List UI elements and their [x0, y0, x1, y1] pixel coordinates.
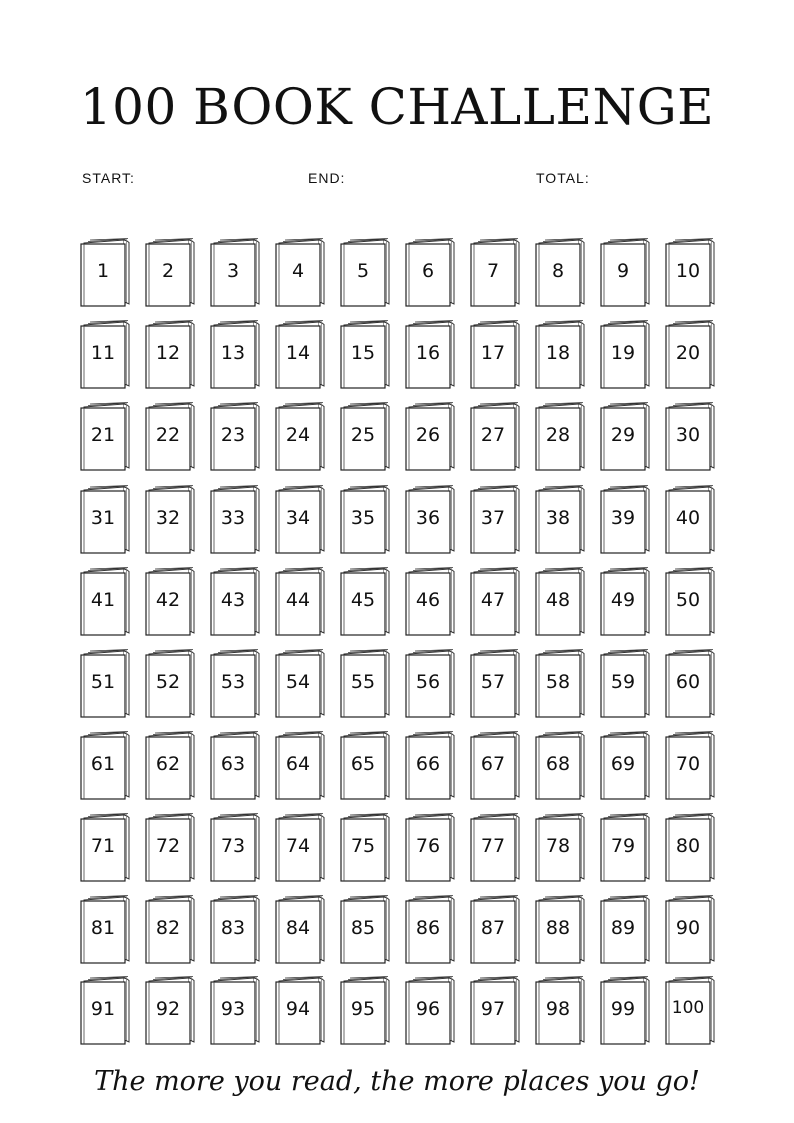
book-number: 66	[415, 753, 441, 775]
book-item	[340, 320, 392, 390]
book-number: 89	[610, 917, 636, 939]
book-item	[210, 320, 262, 390]
book-number: 40	[675, 507, 701, 529]
book-item	[405, 238, 457, 308]
book-number: 96	[415, 998, 441, 1020]
book-item	[80, 895, 132, 965]
book-number: 90	[675, 917, 701, 939]
book-item	[665, 485, 717, 555]
book-number: 83	[220, 917, 246, 939]
book-item	[665, 976, 717, 1046]
book-item	[665, 895, 717, 965]
book-item	[145, 731, 197, 801]
book-item	[600, 813, 652, 883]
book-number: 45	[350, 589, 376, 611]
book-number: 34	[285, 507, 311, 529]
book-item	[340, 402, 392, 472]
book-number: 80	[675, 835, 701, 857]
book-item	[145, 320, 197, 390]
book-item	[80, 813, 132, 883]
book-item	[470, 976, 522, 1046]
book-number: 6	[421, 260, 435, 282]
book-item	[340, 976, 392, 1046]
book-number: 26	[415, 424, 441, 446]
book-number: 70	[675, 753, 701, 775]
book-item	[600, 976, 652, 1046]
book-number: 52	[155, 671, 181, 693]
book-number: 69	[610, 753, 636, 775]
end-label: END:	[308, 170, 346, 186]
book-number: 14	[285, 342, 311, 364]
book-item	[275, 731, 327, 801]
book-item	[275, 567, 327, 637]
book-item	[470, 402, 522, 472]
book-item	[600, 320, 652, 390]
book-number: 4	[291, 260, 305, 282]
book-number: 15	[350, 342, 376, 364]
book-number: 39	[610, 507, 636, 529]
book-item	[600, 895, 652, 965]
book-item	[405, 649, 457, 719]
book-number: 68	[545, 753, 571, 775]
book-item	[665, 567, 717, 637]
book-item	[405, 320, 457, 390]
book-item	[470, 813, 522, 883]
book-item	[535, 320, 587, 390]
book-item	[470, 320, 522, 390]
book-number: 58	[545, 671, 571, 693]
book-item	[210, 731, 262, 801]
book-number: 61	[90, 753, 116, 775]
book-number: 32	[155, 507, 181, 529]
book-item	[80, 976, 132, 1046]
book-item	[145, 976, 197, 1046]
book-number: 75	[350, 835, 376, 857]
total-label: TOTAL:	[536, 170, 590, 186]
book-item	[210, 485, 262, 555]
book-item	[80, 649, 132, 719]
book-item	[535, 813, 587, 883]
book-item	[340, 813, 392, 883]
book-item	[470, 238, 522, 308]
book-number: 81	[90, 917, 116, 939]
book-item	[665, 320, 717, 390]
book-number: 9	[616, 260, 630, 282]
book-number: 98	[545, 998, 571, 1020]
book-item	[470, 567, 522, 637]
book-item	[210, 813, 262, 883]
book-number: 44	[285, 589, 311, 611]
book-number: 33	[220, 507, 246, 529]
book-number: 57	[480, 671, 506, 693]
book-number: 19	[610, 342, 636, 364]
book-number: 84	[285, 917, 311, 939]
book-number: 7	[486, 260, 500, 282]
book-number: 60	[675, 671, 701, 693]
book-number: 79	[610, 835, 636, 857]
book-item	[210, 649, 262, 719]
book-item	[340, 731, 392, 801]
book-number: 23	[220, 424, 246, 446]
book-number: 38	[545, 507, 571, 529]
book-number: 87	[480, 917, 506, 939]
book-number: 54	[285, 671, 311, 693]
book-number: 91	[90, 998, 116, 1020]
book-number: 28	[545, 424, 571, 446]
book-number: 63	[220, 753, 246, 775]
book-number: 24	[285, 424, 311, 446]
book-number: 41	[90, 589, 116, 611]
book-item	[275, 485, 327, 555]
book-number: 93	[220, 998, 246, 1020]
book-item	[210, 895, 262, 965]
book-number: 1	[96, 260, 110, 282]
book-item	[405, 567, 457, 637]
book-number: 95	[350, 998, 376, 1020]
book-item	[405, 485, 457, 555]
book-item	[275, 320, 327, 390]
book-number: 37	[480, 507, 506, 529]
book-number: 10	[675, 260, 701, 282]
book-number: 36	[415, 507, 441, 529]
book-number: 59	[610, 671, 636, 693]
book-item	[210, 976, 262, 1046]
motivational-quote: The more you read, the more places you go!	[94, 1066, 700, 1097]
book-number: 22	[155, 424, 181, 446]
book-item	[275, 895, 327, 965]
book-number: 77	[480, 835, 506, 857]
book-item	[535, 895, 587, 965]
book-item	[405, 731, 457, 801]
book-number: 55	[350, 671, 376, 693]
book-number: 30	[675, 424, 701, 446]
book-number: 50	[675, 589, 701, 611]
book-item	[600, 731, 652, 801]
book-number: 62	[155, 753, 181, 775]
book-number: 94	[285, 998, 311, 1020]
book-number: 21	[90, 424, 116, 446]
book-number: 17	[480, 342, 506, 364]
book-number: 2	[161, 260, 175, 282]
book-item	[600, 649, 652, 719]
book-number: 72	[155, 835, 181, 857]
book-item	[535, 567, 587, 637]
book-number: 65	[350, 753, 376, 775]
book-item	[275, 976, 327, 1046]
book-item	[145, 813, 197, 883]
start-label: START:	[82, 170, 135, 186]
book-number: 3	[226, 260, 240, 282]
book-item	[470, 895, 522, 965]
book-item	[145, 485, 197, 555]
book-number: 43	[220, 589, 246, 611]
book-item	[80, 402, 132, 472]
book-item	[145, 567, 197, 637]
book-item	[535, 976, 587, 1046]
book-number: 82	[155, 917, 181, 939]
book-number: 64	[285, 753, 311, 775]
book-item	[470, 649, 522, 719]
book-item	[535, 238, 587, 308]
book-number: 56	[415, 671, 441, 693]
book-number: 29	[610, 424, 636, 446]
book-item	[600, 567, 652, 637]
book-number: 35	[350, 507, 376, 529]
book-number: 20	[675, 342, 701, 364]
book-item	[665, 238, 717, 308]
book-number: 74	[285, 835, 311, 857]
book-item	[470, 485, 522, 555]
book-item	[340, 649, 392, 719]
book-item	[405, 813, 457, 883]
book-item	[470, 731, 522, 801]
book-item	[145, 402, 197, 472]
book-item	[145, 895, 197, 965]
book-number: 27	[480, 424, 506, 446]
book-number: 42	[155, 589, 181, 611]
book-item	[80, 485, 132, 555]
book-item	[535, 485, 587, 555]
book-number: 99	[610, 998, 636, 1020]
book-item	[600, 485, 652, 555]
page-title: 100 BOOK CHALLENGE	[79, 78, 715, 136]
book-number: 86	[415, 917, 441, 939]
book-number: 5	[356, 260, 370, 282]
book-number: 11	[90, 342, 116, 364]
book-number: 16	[415, 342, 441, 364]
book-number: 48	[545, 589, 571, 611]
book-item	[210, 567, 262, 637]
book-item	[340, 567, 392, 637]
book-number: 97	[480, 998, 506, 1020]
book-number: 78	[545, 835, 571, 857]
book-number: 100	[671, 998, 705, 1018]
book-number: 13	[220, 342, 246, 364]
book-item	[405, 976, 457, 1046]
book-item	[80, 320, 132, 390]
book-number: 73	[220, 835, 246, 857]
book-number: 76	[415, 835, 441, 857]
book-item	[145, 649, 197, 719]
book-number: 49	[610, 589, 636, 611]
book-item	[210, 238, 262, 308]
book-item	[80, 238, 132, 308]
book-number: 85	[350, 917, 376, 939]
book-item	[340, 895, 392, 965]
book-number: 31	[90, 507, 116, 529]
book-number: 8	[551, 260, 565, 282]
book-number: 67	[480, 753, 506, 775]
book-item	[340, 485, 392, 555]
book-number: 25	[350, 424, 376, 446]
book-item	[340, 238, 392, 308]
book-number: 47	[480, 589, 506, 611]
book-item	[665, 813, 717, 883]
book-item	[275, 402, 327, 472]
book-item	[535, 731, 587, 801]
book-item	[665, 731, 717, 801]
book-item	[665, 649, 717, 719]
book-item	[275, 813, 327, 883]
book-number: 92	[155, 998, 181, 1020]
book-number: 18	[545, 342, 571, 364]
book-item	[80, 731, 132, 801]
book-item	[80, 567, 132, 637]
book-item	[600, 402, 652, 472]
book-number: 71	[90, 835, 116, 857]
book-item	[405, 895, 457, 965]
book-item	[275, 649, 327, 719]
book-item	[600, 238, 652, 308]
book-number: 12	[155, 342, 181, 364]
book-item	[210, 402, 262, 472]
book-number: 46	[415, 589, 441, 611]
book-number: 53	[220, 671, 246, 693]
book-item	[145, 238, 197, 308]
book-item	[275, 238, 327, 308]
book-item	[535, 402, 587, 472]
book-item	[665, 402, 717, 472]
book-number: 51	[90, 671, 116, 693]
book-number: 88	[545, 917, 571, 939]
book-item	[535, 649, 587, 719]
book-item	[405, 402, 457, 472]
